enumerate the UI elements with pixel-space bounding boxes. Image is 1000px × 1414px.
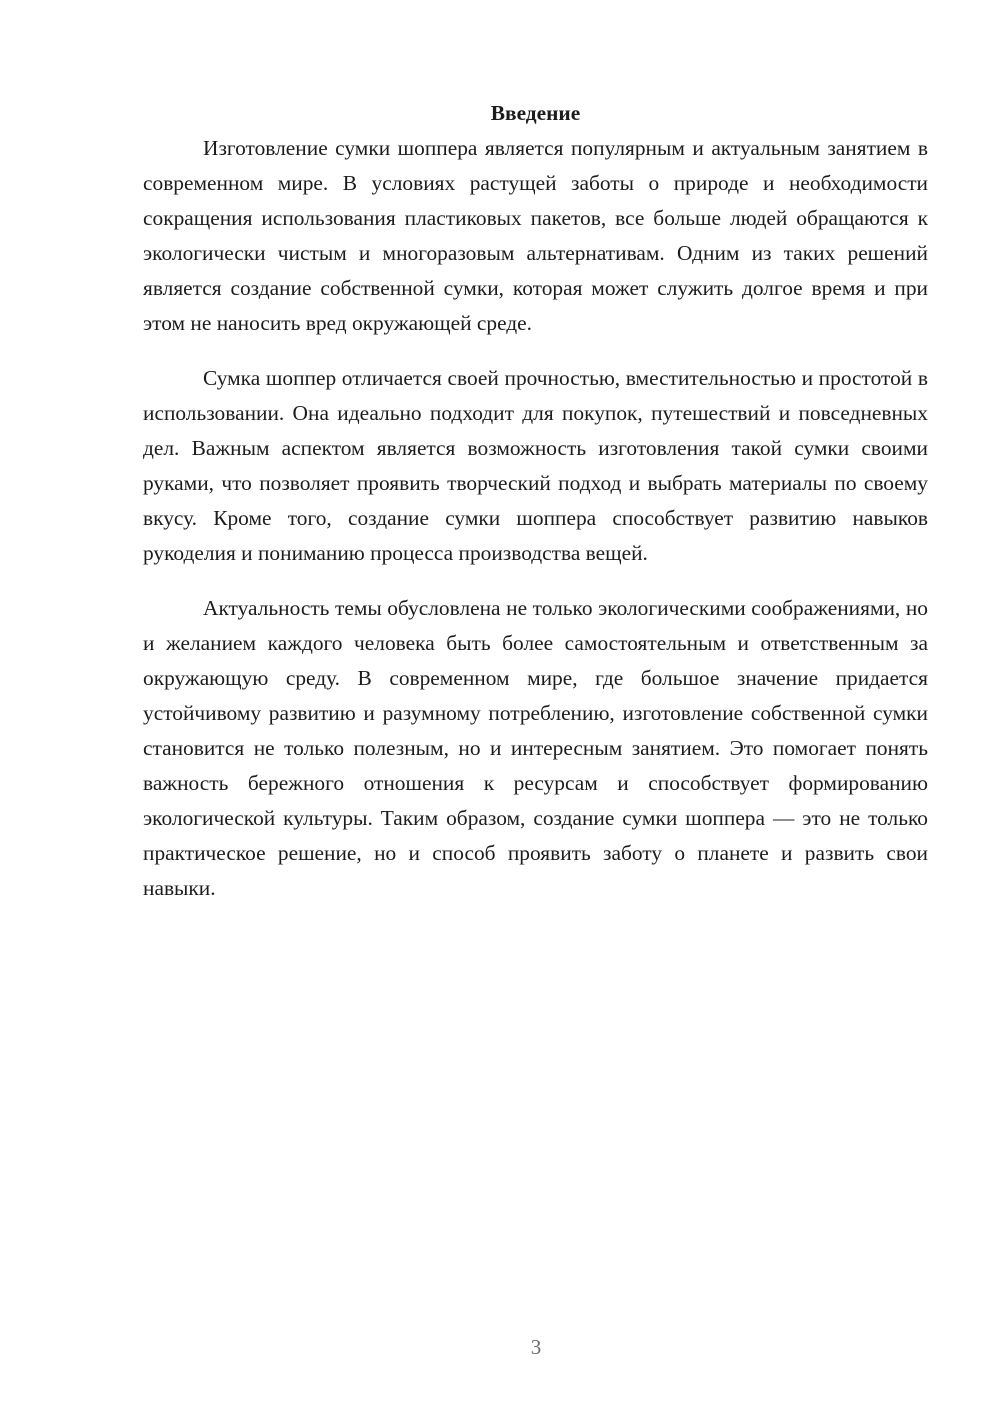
paragraph-3: Актуальность темы обусловлена не только экологическими соображениями, но и желанием каждого человека быть более самостоятельным и ответственным за окружающую среду. В современном мире, где большое значение придается устойчивому развитию и разумному потреблению, изготовление собственной сумки становится не только полезным, но и интересным занятием. Это помогает понять важность бережного отношения к ресурсам и способствует формированию экологической культуры. Таким образом, создание сумки шоппера — это не только практическое решение, но и способ проявить заботу о планете и развить свои навыки. <box>143 596 928 900</box>
paragraph-2: Сумка шоппер отличается своей прочностью, вместительностью и простотой в использовании. Она идеально подходит для покупок, путешествий и повседневных дел. Важным аспектом является возможность изготовления такой сумки своими руками, что позволяет проявить творческий подход и выбрать материалы по своему вкусу. Кроме того, создание сумки шоппера способствует развитию навыков рукоделия и пониманию процесса производства вещей. <box>143 366 928 565</box>
page-title: Введение <box>490 101 581 125</box>
page-number: 3 <box>530 1335 542 1359</box>
paragraph-1: Изготовление сумки шоппера является популярным и актуальным занятием в современном мире. В условиях растущей заботы о природе и необходимости сокращения использования пластиковых пакетов, все больше людей обращаются к экологически чистым и многоразовым альтернативам. Одним из таких решений является создание собственной сумки, которая может служить долгое время и при этом не наносить вред окружающей среде. <box>143 136 928 335</box>
document-body <box>143 96 928 906</box>
